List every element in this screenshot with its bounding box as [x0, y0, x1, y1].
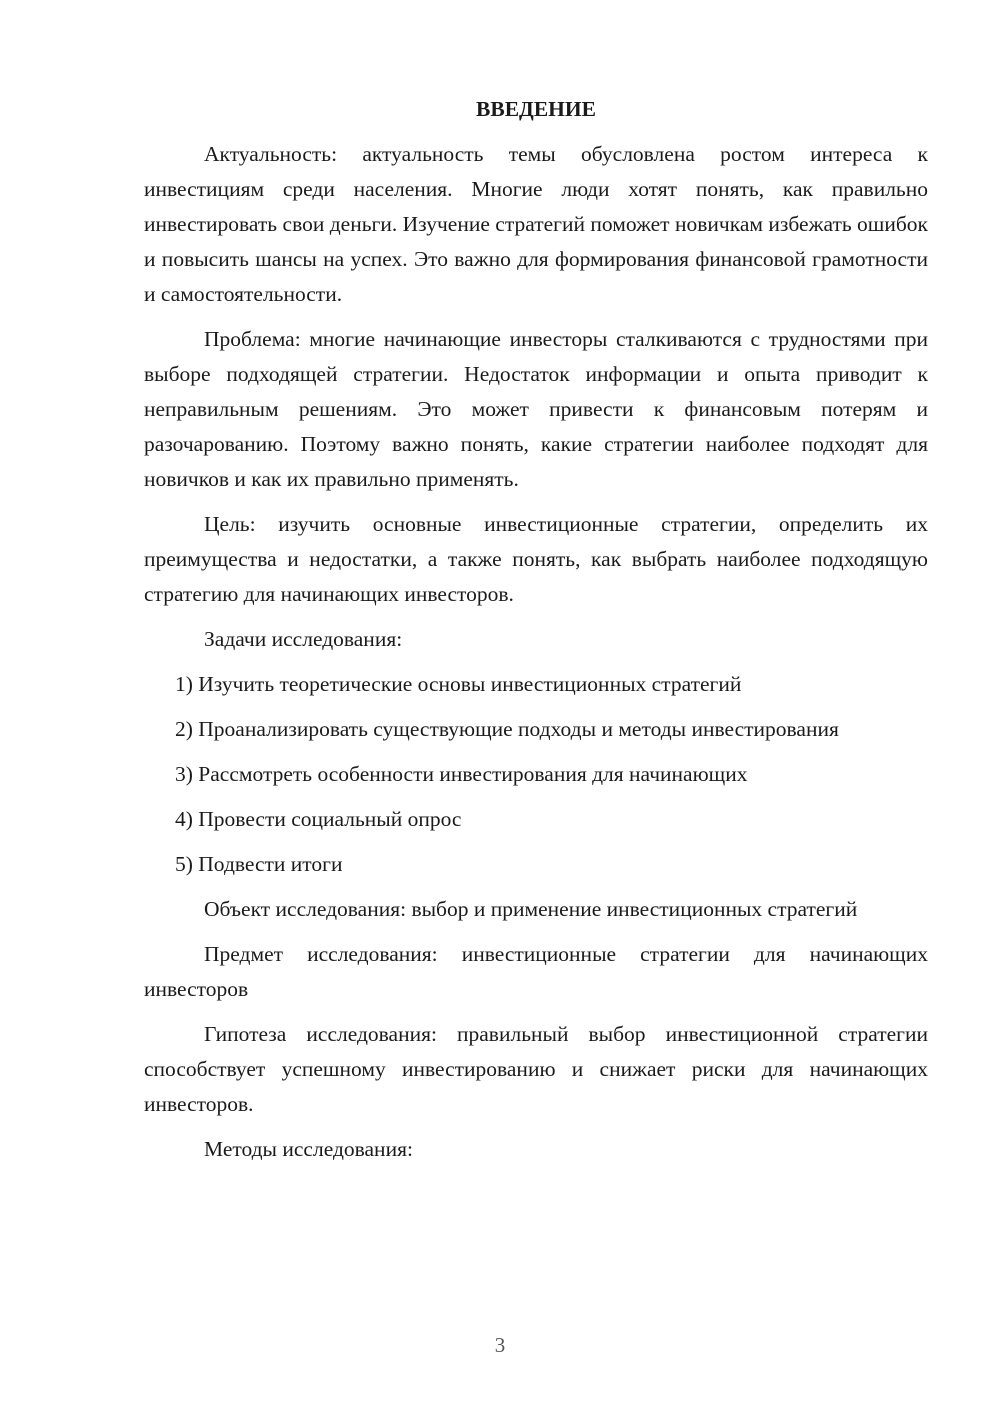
paragraph-methods-label: Методы исследования:: [204, 1137, 413, 1161]
section-heading: ВВЕДЕНИЕ: [476, 97, 596, 121]
paragraph-object: Объект исследования: выбор и применение инвестиционных стратегий: [204, 897, 858, 921]
paragraph-subject: Предмет исследования: инвестиционные стратегии для начинающих инвесторов: [144, 942, 928, 1001]
paragraph-problem: Проблема: многие начинающие инвесторы сталкиваются с трудностями при выборе подходящей стратегии. Недостаток информации и опыта приводит к неправильным решениям. Это может привести к финансовым потерям и разочарованию. Поэтому важно понять, какие стратегии наиболее подходят для новичков и как их правильно применять.: [144, 327, 928, 491]
paragraph-relevance: Актуальность: актуальность темы обусловлена ростом интереса к инвестициям среди населения. Многие люди хотят понять, как правильно инвестировать свои деньги. Изучение стратегий поможет новичкам избежать ошибок и повысить шансы на успех. Это важно для формирования финансовой грамотности и самостоятельности.: [144, 142, 928, 306]
page-number: 3: [494, 1333, 506, 1357]
paragraph-hypothesis: Гипотеза исследования: правильный выбор инвестиционной стратегии способствует успешному инвестированию и снижает риски для начинающих инвесторов.: [144, 1022, 928, 1116]
paragraph-tasks-label: Задачи исследования:: [204, 627, 403, 651]
task-item-1: 1) Изучить теоретические основы инвестиционных стратегий: [175, 672, 742, 696]
paragraph-goal: Цель: изучить основные инвестиционные стратегии, определить их преимущества и недостатки, а также понять, как выбрать наиболее подходящую стратегию для начинающих инвесторов.: [144, 512, 928, 606]
task-item-5: 5) Подвести итоги: [175, 852, 343, 876]
task-item-2: 2) Проанализировать существующие подходы и методы инвестирования: [175, 717, 839, 741]
task-item-4: 4) Провести социальный опрос: [175, 807, 462, 831]
document-page: [144, 92, 928, 1177]
task-item-3: 3) Рассмотреть особенности инвестирования для начинающих: [175, 762, 748, 786]
